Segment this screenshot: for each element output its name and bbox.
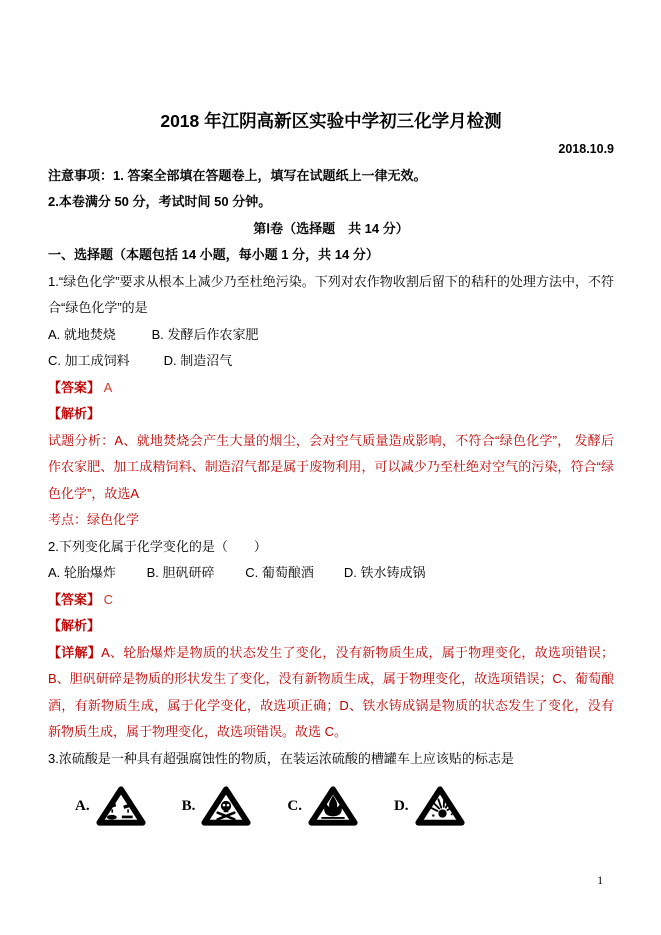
notice-line-2: 2.本卷满分 50 分，考试时间 50 分钟。 xyxy=(48,194,272,210)
question-3-option-d xyxy=(394,785,465,827)
explosive-hazard-icon xyxy=(415,785,465,827)
question-2-answer-line xyxy=(48,587,614,614)
question-2-answer-value: C xyxy=(103,591,114,607)
detail-label: 【详解】 xyxy=(48,644,102,660)
question-1-analysis-label: 【解析】 xyxy=(48,406,101,422)
question-3-option-b xyxy=(182,785,252,827)
page-title: 2018 年江阴高新区实验中学初三化学月检测 xyxy=(160,110,502,131)
question-2-options-row xyxy=(48,560,614,587)
question-1-stem: 1.“绿色化学”要求从根本上减少乃至杜绝污染。下列对农作物收割后留下的秸秆的处理方法中，不符合“绿色化学”的是 xyxy=(48,273,614,316)
question-1-option-b: B. 发酵后作农家肥 xyxy=(151,326,259,342)
question-3-option-a xyxy=(75,785,146,827)
question-1-option-c: C. 加工成饲料 xyxy=(48,353,130,369)
detail-body: A、轮胎爆炸是物质的状态发生了变化，没有新物质生成，属于物理变化，故选项错误；B、胆矾研碎是物质的形状发生了变化，没有新物质生成，属于物理变化，故选项错误；C、葡萄酿酒，有新物质生成，属于化学变化，故选项正确；D、铁水铸成锅是物质的状态发生了变化，没有新物质生成，属于物理变化，故选项错误。故选 C。 xyxy=(48,644,614,740)
question-1-analysis-text: 试题分析：A、就地焚烧会产生大量的烟尘，会对空气质量造成影响，不符合“绿色化学”， 发酵后作农家肥、加工成精饲料、制造沼气都是属于废物利用，可以减少乃至杜绝对空气的污染，符合“绿色化学”，故选A xyxy=(48,432,614,501)
question-3-option-c xyxy=(287,785,358,827)
question-2-option-a: A. 轮胎爆炸 xyxy=(48,565,116,581)
question-2-stem: 2.下列变化属于化学变化的是（ ） xyxy=(48,538,267,554)
question-1-option-a: A. 就地焚烧 xyxy=(48,326,116,342)
part-header: 一、选择题（本题包括 14 小题，每小题 1 分，共 14 分） xyxy=(48,247,379,263)
question-2-option-b: B. 胆矾研碎 xyxy=(146,565,215,581)
notice-line-1: 注意事项：1. 答案全部填在答题卷上，填写在试题纸上一律无效。 xyxy=(48,167,427,183)
question-1-keypoint: 考点：绿色化学 xyxy=(48,512,140,528)
question-2-option-d: D. 铁水铸成锅 xyxy=(343,565,426,581)
corrosive-hazard-icon xyxy=(96,785,146,827)
question-3-options-row xyxy=(48,785,614,827)
option-c-label: C. xyxy=(287,797,302,814)
exam-date: 2018.10.9 xyxy=(558,141,614,156)
page-number: 1 xyxy=(597,875,603,887)
option-b-label: B. xyxy=(181,797,196,814)
option-a-label: A. xyxy=(75,797,90,814)
question-1-options-row-1 xyxy=(48,322,614,349)
toxic-hazard-icon xyxy=(201,785,251,827)
question-1-answer-value: A xyxy=(103,379,113,395)
volume-header: 第Ⅰ卷（选择题 共 14 分） xyxy=(253,220,409,236)
question-1-option-d: D. 制造沼气 xyxy=(163,353,233,369)
question-2-analysis-label: 【解析】 xyxy=(48,618,101,634)
flammable-hazard-icon xyxy=(308,785,358,827)
question-1-answer-line xyxy=(48,375,614,402)
question-2-option-c: C. 葡萄酿酒 xyxy=(245,565,314,581)
answer-label: 【答案】 xyxy=(48,379,101,395)
answer-label: 【答案】 xyxy=(48,591,101,607)
question-3-stem: 3.浓硫酸是一种具有超强腐蚀性的物质，在装运浓硫酸的槽罐车上应该贴的标志是 xyxy=(48,750,514,766)
question-1-options-row-2 xyxy=(48,348,614,375)
question-2-detail-text xyxy=(48,640,614,746)
option-d-label: D. xyxy=(393,797,409,814)
